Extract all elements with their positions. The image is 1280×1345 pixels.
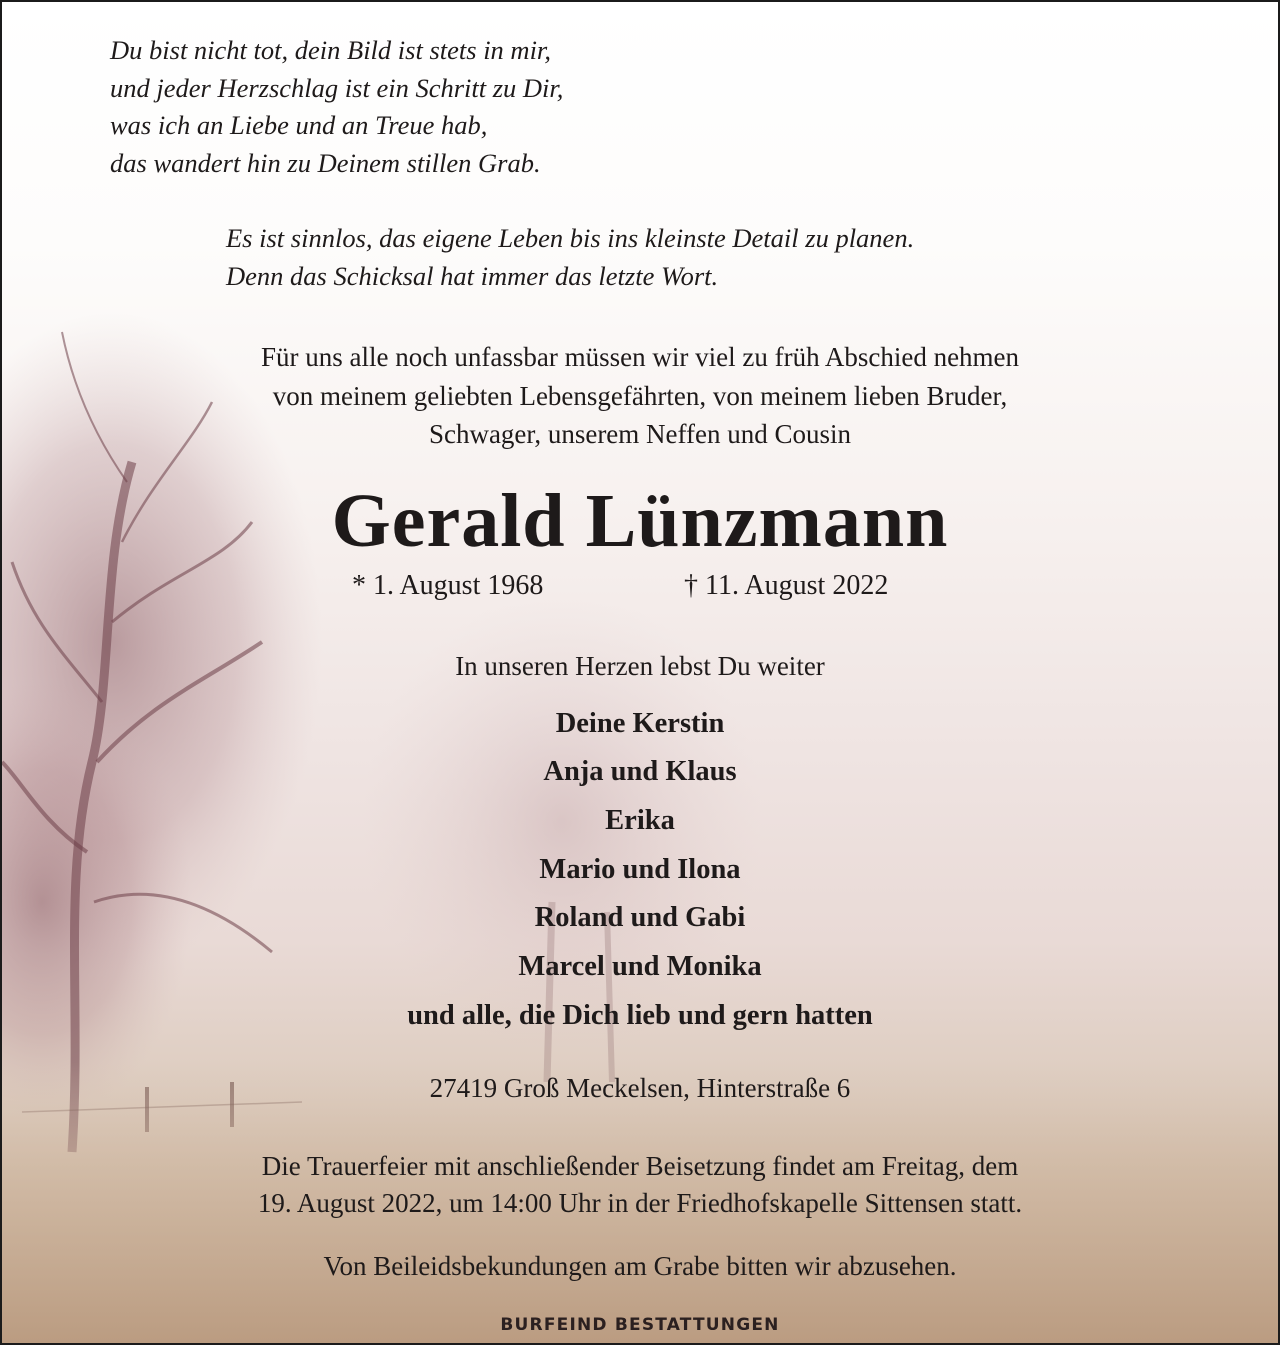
poem-first-line: Du bist nicht tot, dein Bild ist stets in mir, [110,35,551,65]
signatory: Marcel und Monika [518,951,762,982]
signatory: Deine Kerstin [555,708,725,739]
address: 27419 Groß Meckelsen, Hinterstraße 6 [429,1073,851,1103]
signatory: Roland und Gabi [534,902,746,933]
poem-second-line: Es ist sinnlos, das eigene Leben bis ins kleinste Detail zu planen. [226,223,915,253]
poem-first-line: was ich an Liebe und an Treue hab, [110,110,488,140]
signatory: Mario und Ilona [539,854,741,885]
intro-line: Für uns alle noch unfassbar müssen wir viel zu früh Abschied nehmen [260,342,1020,372]
poem-first-line: und jeder Herzschlag ist ein Schritt zu Dir, [110,72,564,103]
poem-second [226,220,914,295]
intro-line: Schwager, unserem Neffen und Cousin [428,419,852,449]
poem-first [110,32,563,182]
ceremony-line: 19. August 2022, um 14:00 Uhr in der Friedhofskapelle Sittensen statt. [257,1188,1023,1218]
intro-line: von meinem geliebten Lebensgefährten, von meinem lieben Bruder, [272,380,1008,411]
birth-date: * 1. August 1968 [352,570,544,601]
signatory: Erika [605,805,675,836]
deceased-name: Gerald Lünzmann [331,479,949,563]
ceremony-line: Die Trauerfeier mit anschließender Beisetzung findet am Freitag, dem [261,1151,1019,1181]
condolence-note: Von Beileidsbekundungen am Grabe bitten wir abzusehen. [323,1251,957,1281]
death-date: † 11. August 2022 [684,570,889,601]
intro-text [2,338,1278,454]
ceremony-info [2,1148,1278,1222]
poem-first-line: das wandert hin zu Deinem stillen Grab. [110,147,541,178]
notice-content [2,2,1278,1343]
signatory: Anja und Klaus [543,756,737,787]
funeral-home-logo: BURFEIND BESTATTUNGEN [500,1315,780,1335]
poem-second-line: Denn das Schicksal hat immer das letzte Wort. [226,260,719,291]
signatory: und alle, die Dich lieb und gern hatten [407,1000,873,1031]
remembrance-line: In unseren Herzen lebst Du weiter [455,651,825,681]
